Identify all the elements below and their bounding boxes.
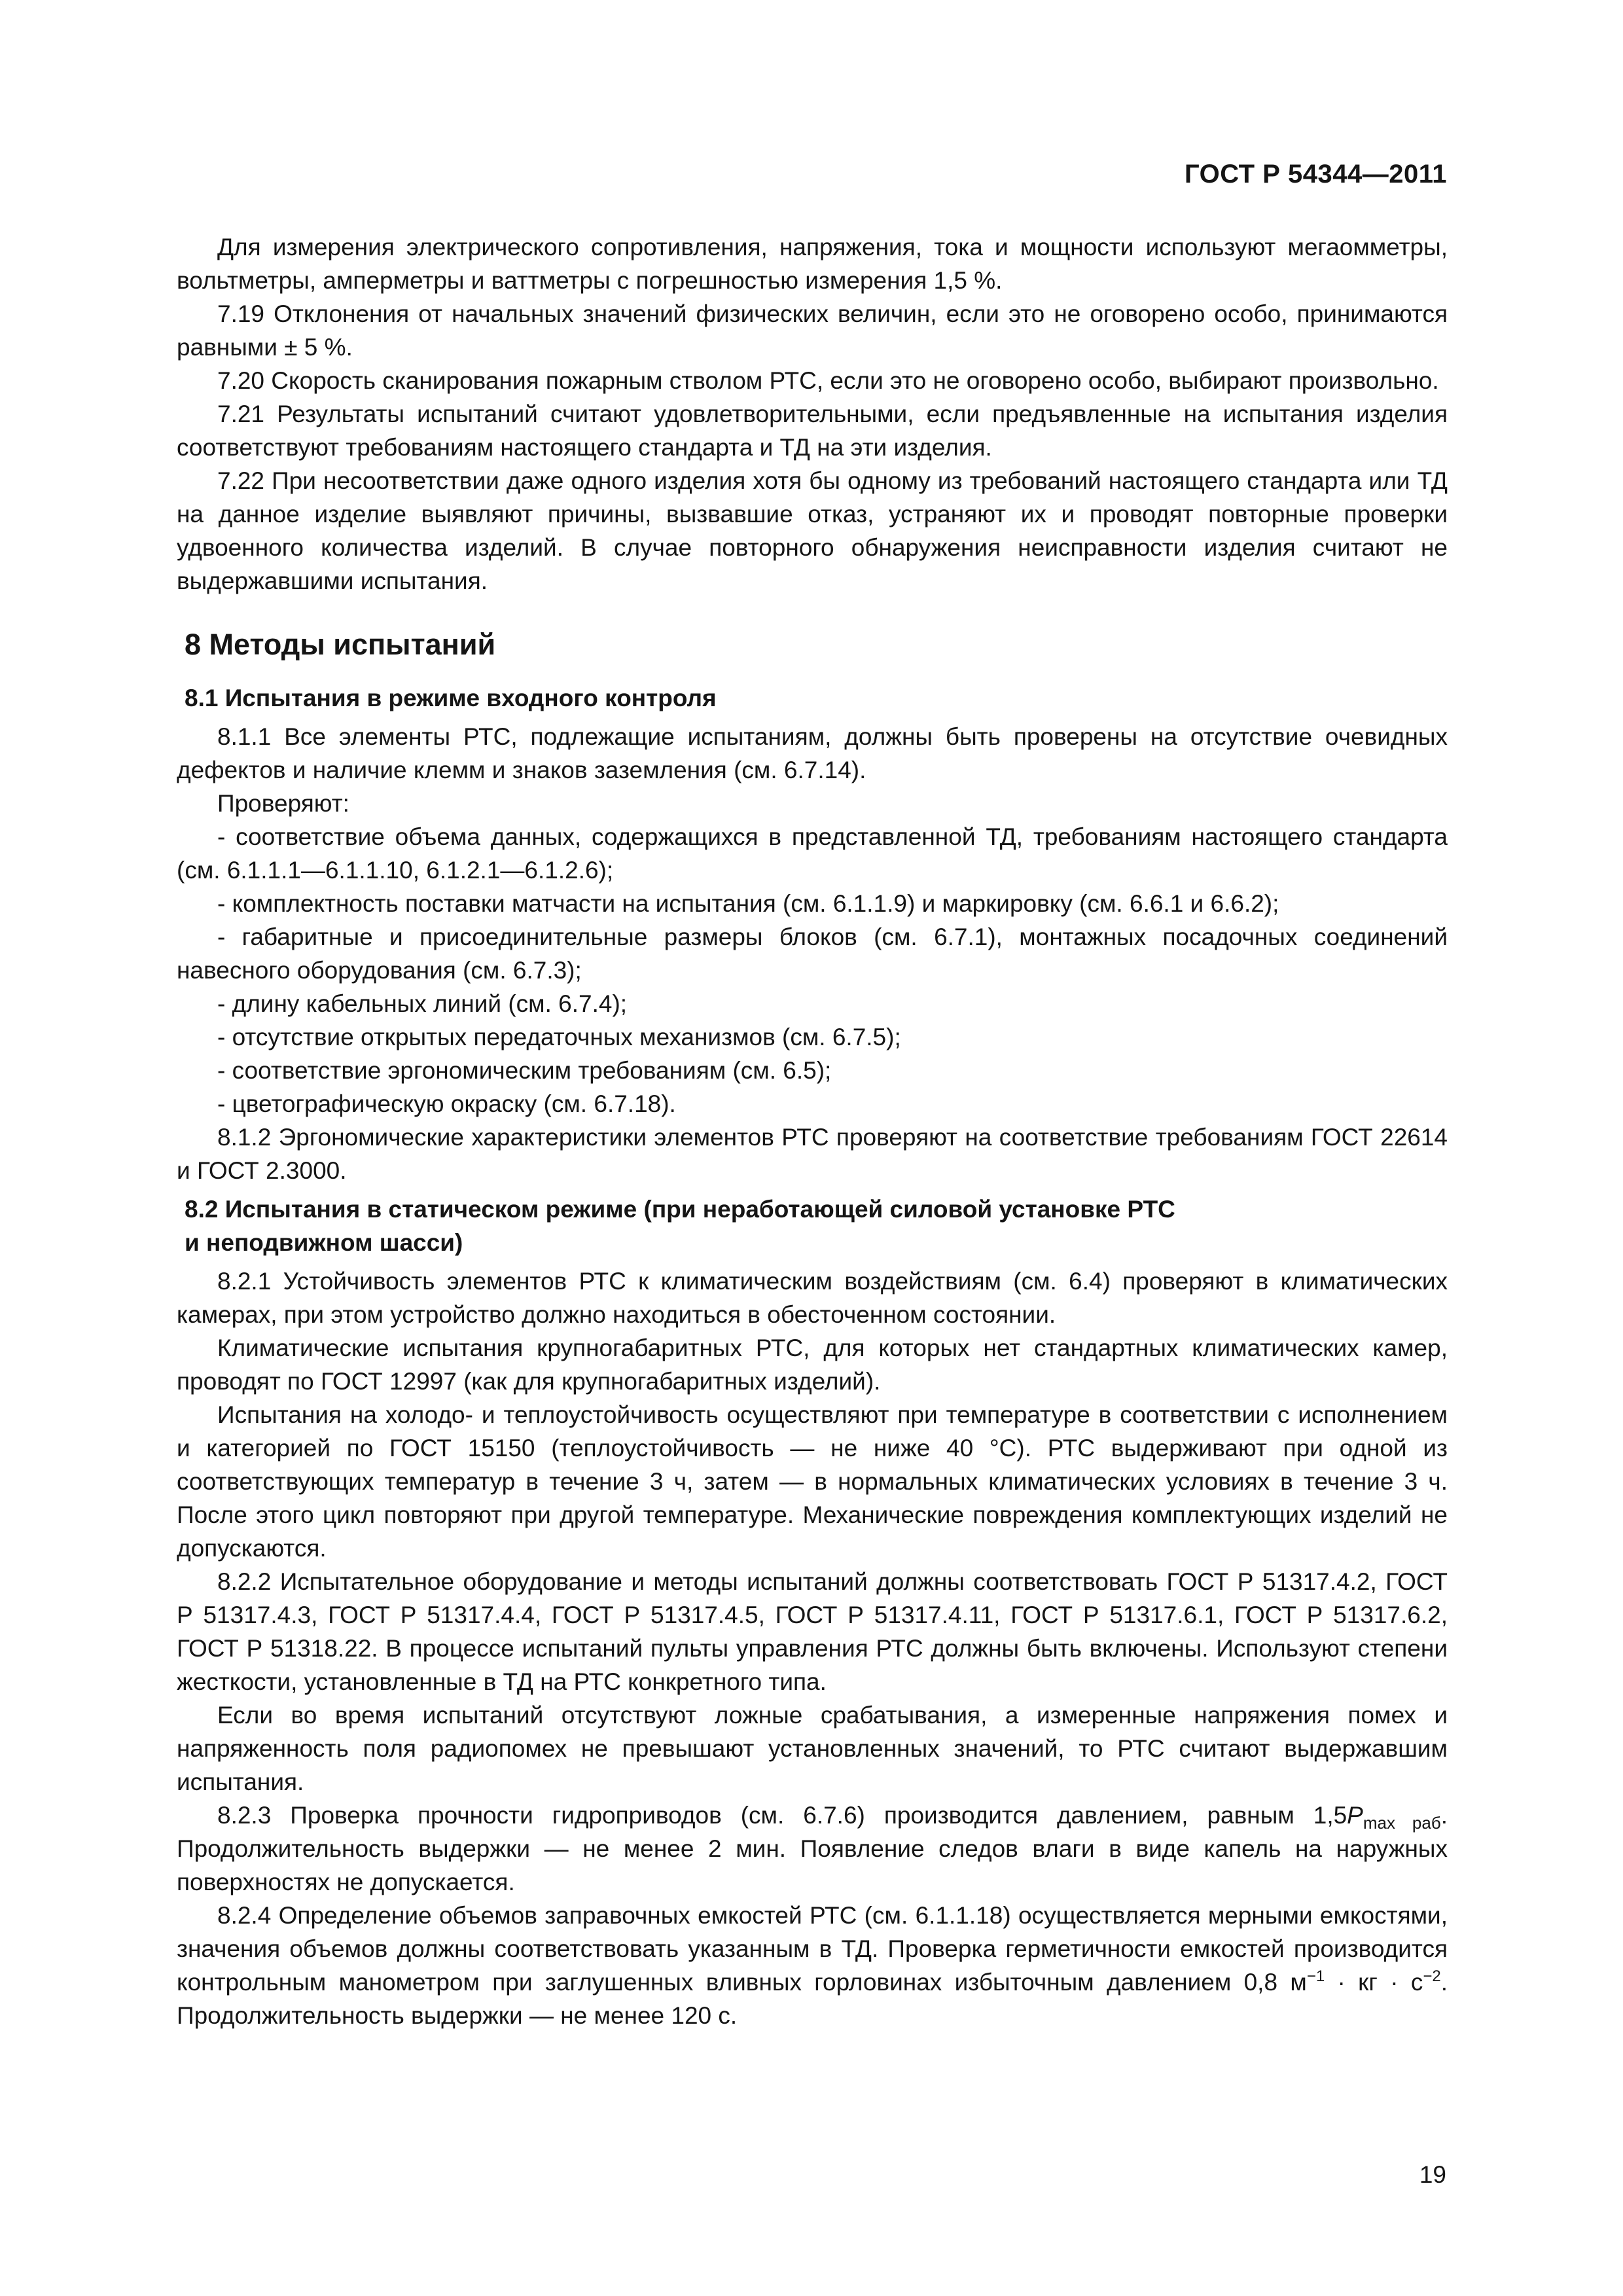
paragraph: 8.2.1 Устойчивость элементов РТС к климатическим воздействиям (см. 6.4) проверяют в климатических камерах, при этом устройство должно находиться в обесточенном состоянии. xyxy=(177,1268,1448,1328)
paragraph: Для измерения электрического сопротивления, напряжения, тока и мощности используют мегаомметры, вольтметры, амперметры и ваттметры с погрешностью измерения 1,5 %. xyxy=(177,234,1448,294)
paragraph-8-2-3 xyxy=(177,1799,1448,1899)
pressure-subscript: max раб xyxy=(1363,1813,1441,1833)
subsection-heading-line2: и неподвижном шасси) xyxy=(185,1229,463,1256)
paragraph: 7.22 При несоответствии даже одного изделия хотя бы одному из требований настоящего стандарта или ТД на данное изделие выявляют причины, вызвавшие отказ, устраняют их и проводят повторные проверки удвоенного количества изделий. В случае повторного обнаружения неисправности изделия считают не выдержавшими испытания. xyxy=(177,467,1448,594)
exponent: −1 xyxy=(1306,1967,1325,1985)
paragraph: 7.20 Скорость сканирования пожарным стволом РТС, если это не оговорено особо, выбирают произвольно. xyxy=(217,367,1439,394)
paragraph-8-2-4 xyxy=(177,1899,1448,2032)
paragraph: 7.19 Отклонения от начальных значений физических величин, если это не оговорено особо, принимаются равными ± 5 %. xyxy=(177,300,1448,361)
paragraph: 7.21 Результаты испытаний считают удовлетворительными, если предъявленные на испытания изделия соответствуют требованиям настоящего стандарта и ТД на эти изделия. xyxy=(177,401,1448,461)
list-item: - длину кабельных линий (см. 6.7.4); xyxy=(217,990,628,1017)
subsection-heading-line1: 8.2 Испытания в статическом режиме (при неработающей силовой установке РТС xyxy=(185,1196,1175,1223)
pressure-symbol: P xyxy=(1347,1802,1363,1829)
paragraph: Если во время испытаний отсутствуют ложные срабатывания, а измеренные напряжения помех и напряженность поля радиопомех не превышают установленных значений, то РТС считают выдержавшим испытания. xyxy=(177,1702,1448,1795)
list-item: - соответствие объема данных, содержащихся в представленной ТД, требованиям настоящего стандарта (см. 6.1.1.1—6.1.1.10, 6.1.2.1—6.1.2.6); xyxy=(177,823,1448,884)
subsection-heading xyxy=(185,1193,1448,1259)
text-fragment: · кг · с xyxy=(1325,1969,1423,1996)
section-heading: 8 Методы испытаний xyxy=(185,628,496,661)
list-item: - соответствие эргономическим требованиям (см. 6.5); xyxy=(217,1057,832,1084)
text-fragment: . Продолжительность выдержки — не менее 2 мин. Появление следов влаги в виде капель на наружных поверхностях не допускается. xyxy=(177,1802,1448,1895)
paragraph: 8.2.2 Испытательное оборудование и методы испытаний должны соответствовать ГОСТ Р 51317.4.2, ГОСТ Р 51317.4.3, ГОСТ Р 51317.4.4, ГОСТ Р 51317.4.5, ГОСТ Р 51317.4.11, ГОСТ Р 51317.6.1, ГОСТ Р 51317.6.2, ГОСТ Р 51318.22. В процессе испытаний пульты управления РТС должны быть включены. Используют степени жесткости, установленные в ТД на РТС конкретного типа. xyxy=(177,1568,1448,1695)
subsection-heading: 8.1 Испытания в режиме входного контроля xyxy=(185,685,717,711)
paragraph: Проверяют: xyxy=(217,790,349,817)
paragraph: 8.1.1 Все элементы РТС, подлежащие испытаниям, должны быть проверены на отсутствие очевидных дефектов и наличие клемм и знаков заземления (см. 6.7.14). xyxy=(177,723,1448,783)
exponent: −2 xyxy=(1423,1967,1441,1985)
paragraph: Климатические испытания крупногабаритных РТС, для которых нет стандартных климатических камер, проводят по ГОСТ 12997 (как для крупногабаритных изделий). xyxy=(177,1335,1448,1395)
list-item: - цветографическую окраску (см. 6.7.18). xyxy=(217,1090,676,1117)
text-fragment: 8.2.3 Проверка прочности гидроприводов (см. 6.7.6) производится давлением, равным 1,5 xyxy=(217,1802,1347,1829)
text-fragment: 8.2.4 Определение объемов заправочных емкостей РТС (см. 6.1.1.18) осуществляется мерными емкостями, значения объемов должны соответствовать указанным в ТД. Проверка герметичности емкостей производится контрольным манометром при заглушенных вливных горловинах избыточным давлением 0,8 м xyxy=(177,1902,1448,1996)
page-number: 19 xyxy=(1419,2161,1446,2188)
list-item: - отсутствие открытых передаточных механизмов (см. 6.7.5); xyxy=(217,1024,901,1050)
paragraph: Испытания на холодо- и теплоустойчивость осуществляют при температуре в соответствии с исполнением и категорией по ГОСТ 15150 (теплоустойчивость — не ниже 40 °С). РТС выдерживают при одной из соответствующих температур в течение 3 ч, затем — в нормальных климатических условиях в течение 3 ч. После этого цикл повторяют при другой температуре. Механические повреждения комплектующих изделий не допускаются. xyxy=(177,1401,1448,1562)
list-item: - габаритные и присоединительные размеры блоков (см. 6.7.1), монтажных посадочных соединений навесного оборудования (см. 6.7.3); xyxy=(177,924,1448,984)
list-item: - комплектность поставки матчасти на испытания (см. 6.1.1.9) и маркировку (см. 6.6.1 и 6.6.2); xyxy=(217,890,1279,917)
document-code: ГОСТ Р 54344—2011 xyxy=(1185,160,1447,188)
document-body xyxy=(177,230,1448,2032)
paragraph: 8.1.2 Эргономические характеристики элементов РТС проверяют на соответствие требованиям ГОСТ 22614 и ГОСТ 2.3000. xyxy=(177,1124,1448,1184)
text-fragment: . Продолжительность выдержки — не менее 120 с. xyxy=(177,1969,1448,2029)
